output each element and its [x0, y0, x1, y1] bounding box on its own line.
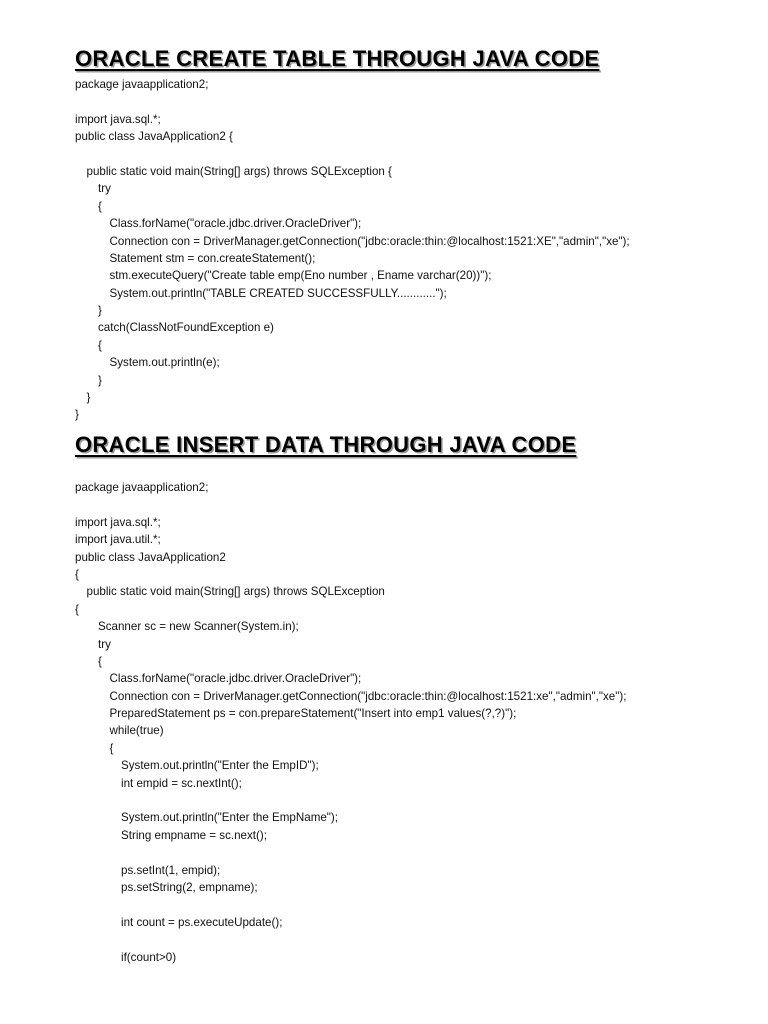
- code-line: {: [75, 602, 79, 616]
- code-line: PreparedStatement ps = con.prepareStatement("Insert into emp1 values(?,?)");: [109, 707, 517, 721]
- code-line: int count = ps.executeUpdate();: [121, 915, 283, 929]
- code-line: }: [75, 408, 79, 422]
- code-line: try: [98, 182, 111, 196]
- code-line: ps.setString(2, empname);: [121, 880, 258, 894]
- code-line: [75, 496, 626, 513]
- code-block-create-table: [75, 76, 630, 424]
- code-line: System.out.println("Enter the EmpID");: [121, 759, 319, 773]
- code-line: Class.forName("oracle.jdbc.driver.OracleDriver");: [109, 672, 362, 686]
- code-line: [75, 146, 630, 163]
- code-line: {: [75, 567, 79, 581]
- code-line: Statement stm = con.createStatement();: [109, 251, 316, 265]
- code-line: public static void main(String[] args) throws SQLException {: [86, 164, 392, 178]
- code-line: [75, 792, 626, 809]
- code-line: {: [98, 199, 102, 213]
- code-line: package javaapplication2;: [75, 481, 209, 494]
- code-line: [75, 93, 630, 110]
- code-line: import java.util.*;: [75, 533, 161, 547]
- code-line: stm.executeQuery("Create table emp(Eno number , Ename varchar(20))");: [109, 269, 492, 283]
- section-heading-insert-data: ORACLE INSERT DATA THROUGH JAVA CODE: [75, 432, 577, 457]
- code-line: }: [86, 391, 91, 405]
- code-line: System.out.println(e);: [109, 356, 220, 370]
- code-line: }: [98, 373, 102, 387]
- code-line: import java.sql.*;: [75, 515, 161, 529]
- code-line: try: [98, 637, 111, 651]
- code-line: package javaapplication2;: [75, 78, 209, 91]
- code-block-insert-data: [75, 479, 626, 966]
- code-line: if(count>0): [121, 950, 177, 964]
- code-line: {: [98, 338, 102, 352]
- code-line: }: [98, 304, 102, 318]
- section-heading-create-table: ORACLE CREATE TABLE THROUGH JAVA CODE: [75, 46, 600, 71]
- code-line: Class.forName("oracle.jdbc.driver.OracleDriver");: [109, 217, 362, 231]
- code-line: [75, 931, 626, 948]
- code-line: public static void main(String[] args) throws SQLException: [86, 585, 385, 599]
- code-line: [75, 844, 626, 861]
- code-line: String empname = sc.next();: [121, 828, 267, 842]
- code-line: while(true): [109, 724, 164, 738]
- code-line: ps.setInt(1, empid);: [121, 863, 221, 877]
- code-line: int empid = sc.nextInt();: [121, 776, 242, 790]
- code-line: System.out.println("TABLE CREATED SUCCESSFULLY............");: [109, 286, 447, 300]
- code-line: public class JavaApplication2: [75, 550, 226, 564]
- code-line: {: [98, 654, 102, 668]
- code-line: System.out.println("Enter the EmpName");: [121, 811, 338, 825]
- code-line: Connection con = DriverManager.getConnection("jdbc:oracle:thin:@localhost:1521:XE","admin","xe");: [109, 234, 630, 248]
- code-line: Connection con = DriverManager.getConnection("jdbc:oracle:thin:@localhost:1521:xe","admin","xe");: [109, 689, 627, 703]
- code-line: {: [109, 741, 114, 755]
- code-line: public class JavaApplication2 {: [75, 130, 233, 144]
- code-line: Scanner sc = new Scanner(System.in);: [98, 620, 299, 634]
- code-line: catch(ClassNotFoundException e): [98, 321, 274, 335]
- code-line: import java.sql.*;: [75, 112, 161, 126]
- code-line: [75, 896, 626, 913]
